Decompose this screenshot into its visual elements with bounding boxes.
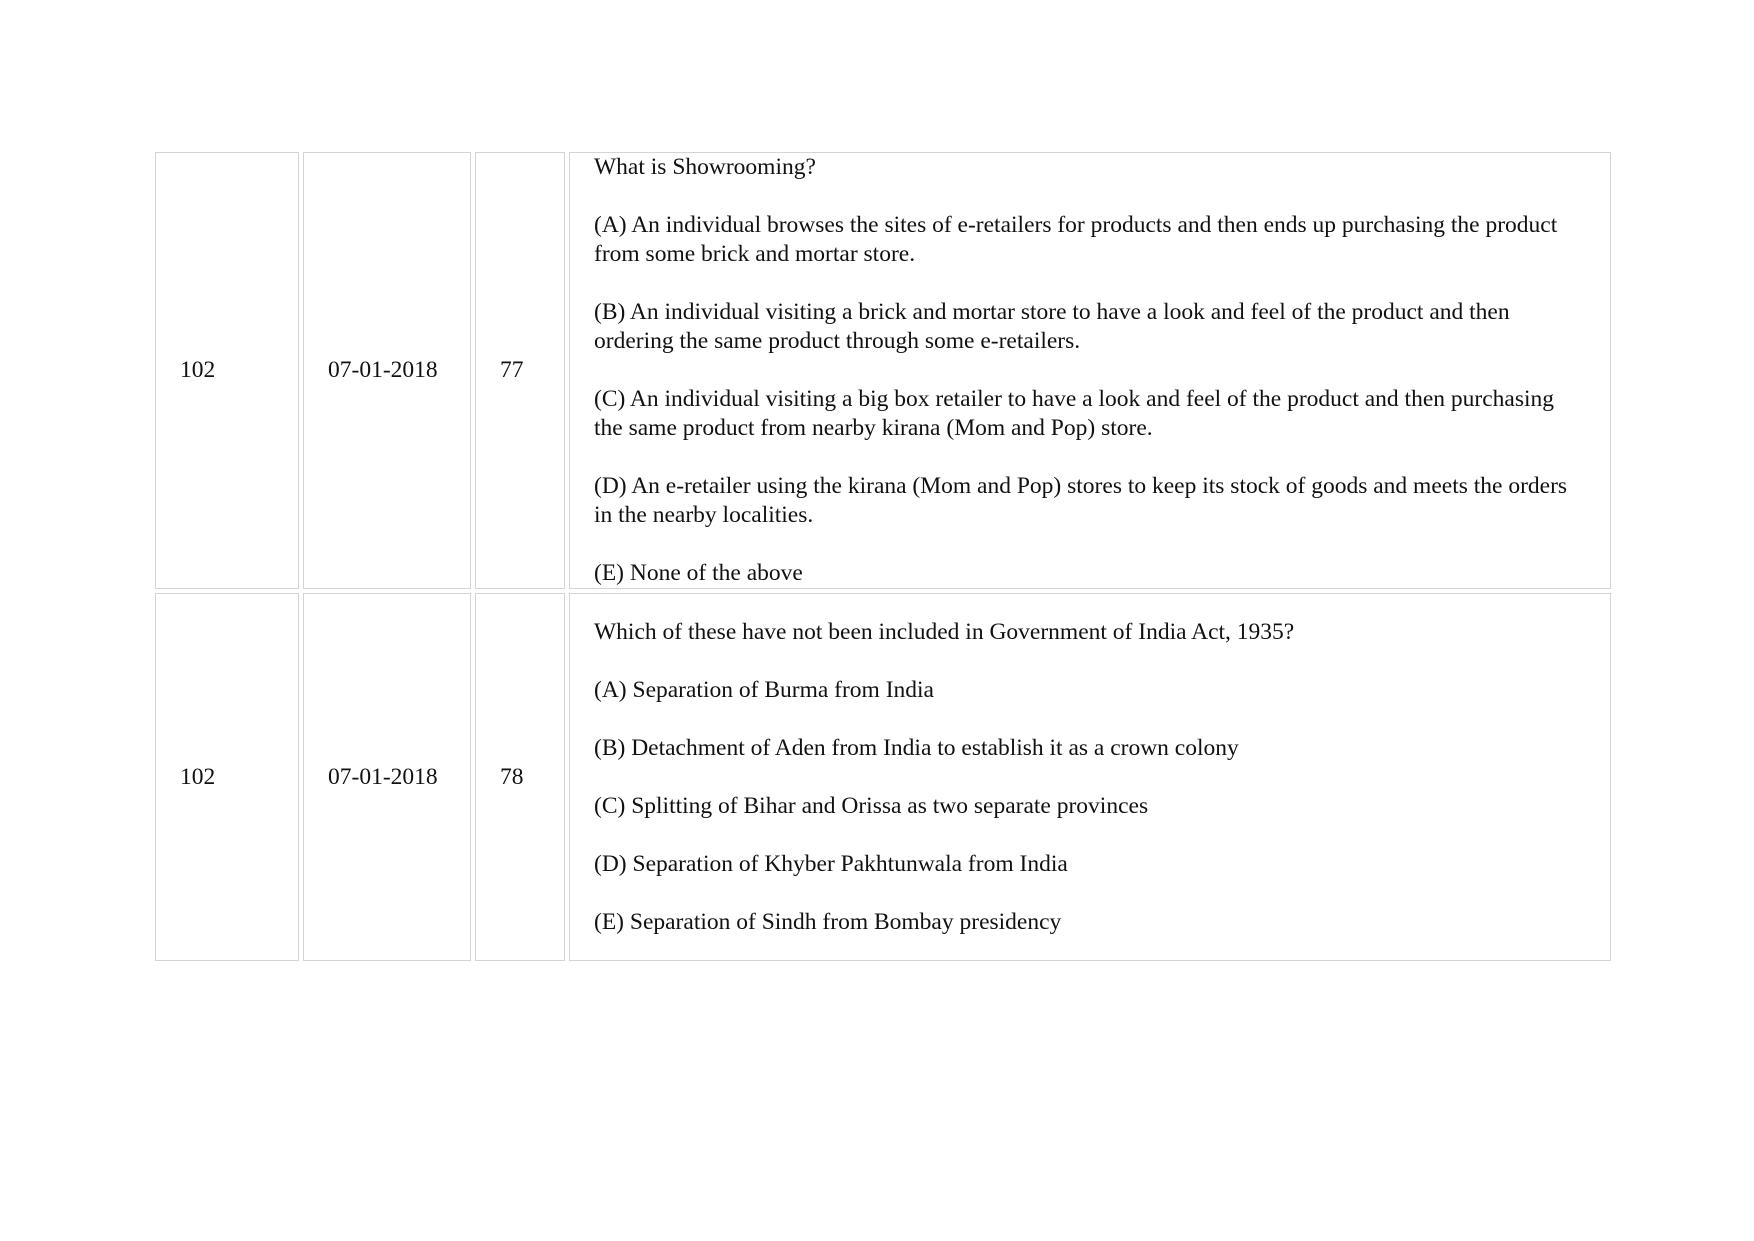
- table-row: [155, 593, 1611, 961]
- option-c: (C) An individual visiting a big box retailer to have a look and feel of the product and then purchasing the same product from nearby kirana (Mom and Pop) store.: [594, 386, 1554, 441]
- exam-code-cell: 102: [155, 152, 299, 589]
- question-cell: [569, 152, 1611, 589]
- table-row: [155, 152, 1611, 589]
- option-e: (E) Separation of Sindh from Bombay presidency: [594, 908, 1062, 935]
- option-c: (C) Splitting of Bihar and Orissa as two separate provinces: [594, 792, 1149, 819]
- question-text: What is Showrooming?: [594, 154, 816, 180]
- option-b: (B) An individual visiting a brick and mortar store to have a look and feel of the product and then ordering the same product through some e-retailers.: [594, 299, 1510, 354]
- questions-table: [151, 148, 1615, 965]
- option-d: (D) An e-retailer using the kirana (Mom and Pop) stores to keep its stock of goods and meets the orders in the nearby localities.: [594, 473, 1568, 528]
- option-b: (B) Detachment of Aden from India to establish it as a crown colony: [594, 734, 1239, 761]
- option-e: (E) None of the above: [594, 560, 803, 586]
- question-sheet: [155, 152, 1611, 961]
- option-d: (D) Separation of Khyber Pakhtunwala from India: [594, 850, 1068, 877]
- exam-date-cell: 07-01-2018: [303, 593, 471, 961]
- option-a: (A) Separation of Burma from India: [594, 676, 934, 703]
- question-cell: [569, 593, 1611, 961]
- exam-date-cell: 07-01-2018: [303, 152, 471, 589]
- question-number-cell: 77: [475, 152, 565, 589]
- question-number-cell: 78: [475, 593, 565, 961]
- option-a: (A) An individual browses the sites of e-retailers for products and then ends up purchasing the product from some brick and mortar store.: [594, 212, 1558, 267]
- exam-code-cell: 102: [155, 593, 299, 961]
- question-text: Which of these have not been included in Government of India Act, 1935?: [594, 618, 1295, 645]
